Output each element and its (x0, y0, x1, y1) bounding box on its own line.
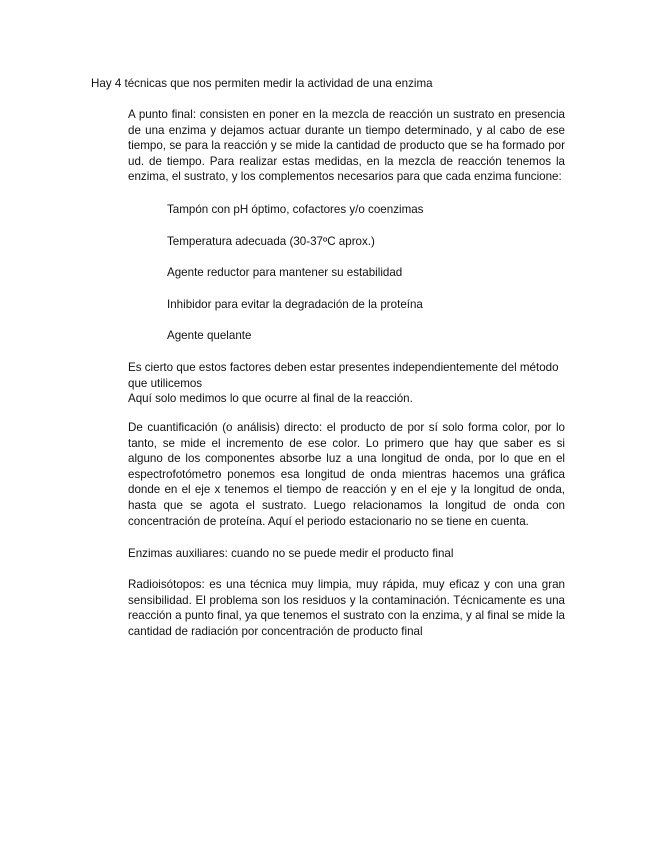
complemento-item-4: Inhibidor para evitar la degradación de la proteína (167, 298, 423, 311)
complemento-item-5: Agente quelante (167, 329, 252, 342)
nota-line-1: Es cierto que estos factores deben estar presentes independientemente del método que utilicemos (128, 361, 559, 390)
complemento-item-3: Agente reductor para mantener su estabilidad (167, 266, 403, 279)
punto-final-paragraph: A punto final: consisten en poner en la mezcla de reacción un sustrato en presencia de una enzima y dejamos actuar durante un tiempo determinado, y al cabo de ese tiempo, se para la reacción y se mide la cantidad de producto que se ha formado por ud. de tiempo. Para realizar estas medidas, en la mezcla de reacción tenemos la enzima, el sustrato, y los complementos necesarios para que cada enzima funcione: (128, 108, 565, 184)
radioisotopos-paragraph: Radioisótopos: es una técnica muy limpia, muy rápida, muy eficaz y con una gran sensibilidad. El problema son los residuos y la contaminación. Técnicamente es una reacción a punto final, ya que tenemos el sustrato con la enzima, y al final se mide la cantidad de radiación por concentración de producto final (128, 578, 565, 638)
complemento-item-1: Tampón con pH óptimo, cofactores y/o coenzimas (167, 203, 424, 216)
nota-line-2: Aquí solo medimos lo que ocurre al final de la reacción. (128, 392, 413, 406)
cuantificacion-paragraph: De cuantificación (o análisis) directo: el producto de por sí solo forma color, por lo tanto, se mide el incremento de ese color. Lo primero que hay que saber es si alguno de los componentes absorbe luz a una longitud de onda, por lo que en el espectrofotómetro ponemos esa longitud de onda mientras hacemos una gráfica donde en el eje x tenemos el tiempo de reacción y en el eje y la longitud de onda, hasta que se agota el sustrato. Luego relacionamos la longitud de onda con concentración de proteína. Aquí el periodo estacionario no se tiene en cuenta. (128, 421, 565, 528)
nota-paragraph (128, 360, 565, 407)
intro-paragraph: Hay 4 técnicas que nos permiten medir la actividad de una enzima (91, 77, 433, 90)
complemento-item-2: Temperatura adecuada (30-37ºC aprox.) (167, 235, 375, 248)
enzimas-auxiliares-paragraph: Enzimas auxiliares: cuando no se puede medir el producto final (128, 547, 454, 560)
